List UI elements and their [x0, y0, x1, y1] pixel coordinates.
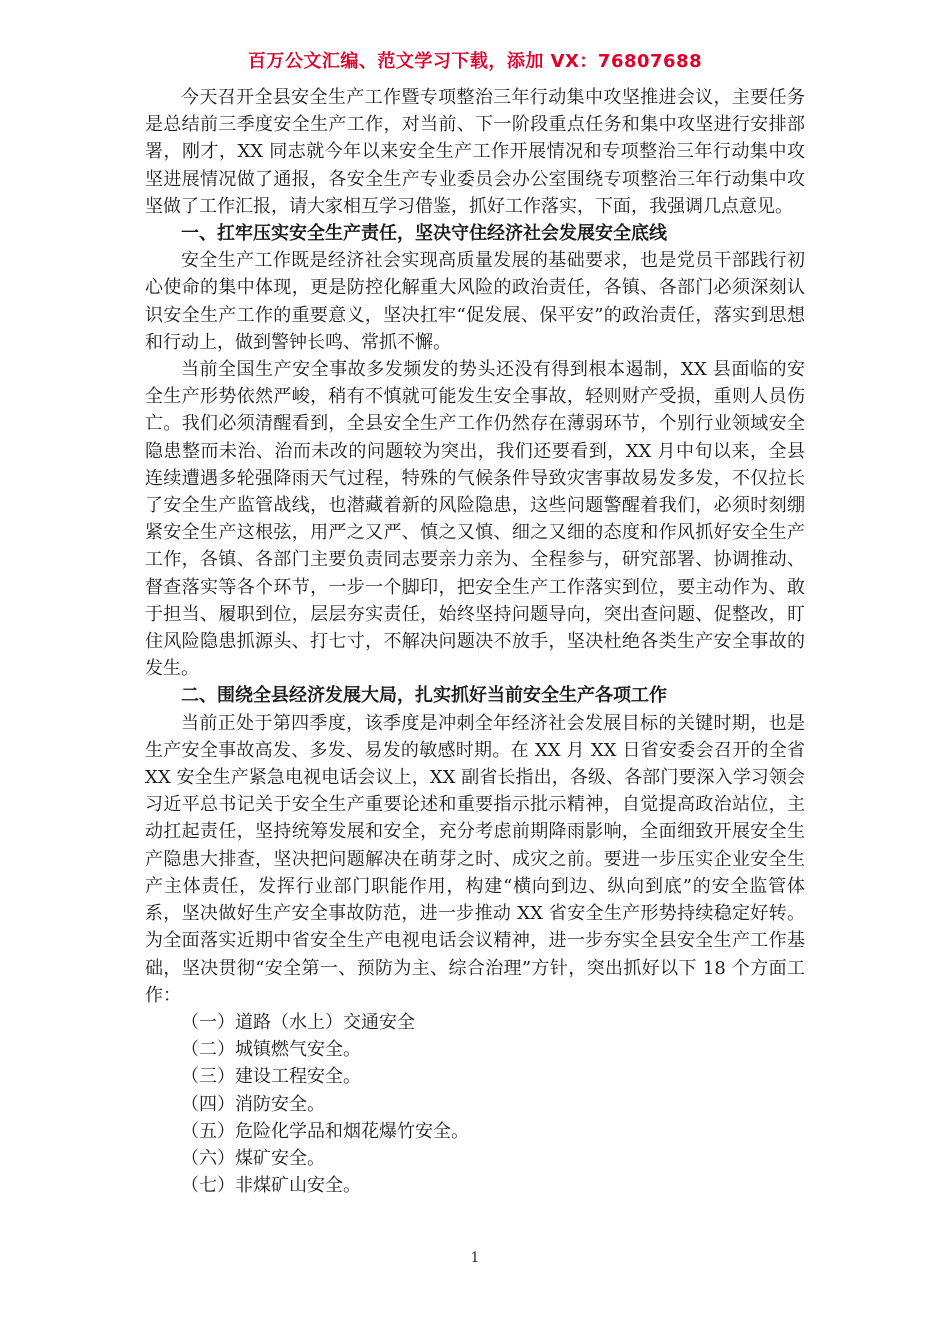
list-item: （三）建设工程安全。 — [181, 1066, 361, 1088]
document-body — [145, 84, 805, 1199]
section-heading-1: 一、扛牢压实安全生产责任，坚决守住经济社会发展安全底线 — [181, 223, 667, 245]
list-item: （七）非煤矿山安全。 — [181, 1175, 361, 1197]
page-number: 1 — [470, 1250, 480, 1266]
list-item: （四）消防安全。 — [181, 1093, 325, 1115]
section-heading-2: 二、围绕全县经济发展大局，扎实抓好当前安全生产各项工作 — [181, 685, 667, 707]
list-item: （六）煤矿安全。 — [181, 1147, 325, 1169]
list-item: （二）城镇燃气安全。 — [181, 1039, 361, 1061]
list-item: （一）道路（水上）交通安全 — [181, 1011, 415, 1033]
promo-banner: 百万公文汇编、范文学习下载，添加 VX：76807688 — [247, 51, 703, 72]
section1-paragraph-2: 当前全国生产安全事故多发频发的势头还没有得到根本遏制，XX 县面临的安全生产形势依然严峻，稍有不慎就可能发生安全事故，轻则财产受损，重则人员伤亡。我们必须清醒看到，全县安全生产工作仍然存在薄弱环节，个别行业领域安全隐患整而未治、治而未改的问题较为突出，我们还要看到，XX 月中旬以来，全县连续遭遇多轮强降雨天气过程，特殊的气候条件导致灾害事故易发多发，不仅拉长了安全生产监管战线，也潜藏着新的风险隐患，这些问题警醒着我们，必须时刻绷紧安全生产这根弦，用严之又严、慎之又慎、细之又细的态度和作风抓好安全生产工作，各镇、各部门主要负责同志要亲力亲为、全程参与，研究部署、协调推动、督查落实等各个环节，一步一个脚印，把安全生产工作落实到位，要主动作为、敢于担当、履职到位，层层夯实责任，始终坚持问题导向，突出查问题、促整改，盯住风险隐患抓源头、打七寸，不解决问题决不放手，坚决杜绝各类生产安全事故的发生。 — [145, 359, 805, 680]
intro-paragraph: 今天召开全县安全生产工作暨专项整治三年行动集中攻坚推进会议，主要任务是总结前三季度安全生产工作，对当前、下一阶段重点任务和集中攻坚进行安排部署，刚才，XX 同志就今年以来安全生产工作开展情况和专项整治三年行动集中攻坚进展情况做了通报，各安全生产专业委员会办公室围绕专项整治三年行动集中攻坚做了工作汇报，请大家相互学习借鉴，抓好工作落实，下面，我强调几点意见。 — [145, 87, 805, 217]
list-item: （五）危险化学品和烟花爆竹安全。 — [181, 1120, 469, 1142]
section1-paragraph-1: 安全生产工作既是经济社会实现高质量发展的基础要求，也是党员干部践行初心使命的集中体现，更是防控化解重大风险的政治责任，各镇、各部门必须深刻认识安全生产工作的重要意义，坚决扛牢“促发展、保平安”的政治责任，落实到思想和行动上，做到警钟长鸣、常抓不懈。 — [145, 250, 805, 353]
section2-paragraph-1: 当前正处于第四季度，该季度是冲刺全年经济社会发展目标的关键时期，也是生产安全事故高发、多发、易发的敏感时期。在 XX 月 XX 日省安委会召开的全省 XX 安全生产紧急电视电话会议上，XX 副省长指出，各级、各部门要深入学习领会习近平总书记关于安全生产重要论述和重要指示批示精神，自觉提高政治站位，主动扛起责任，坚持统筹发展和安全，充分考虑前期降雨影响，全面细致开展安全生产隐患大排查，坚决把问题解决在萌芽之时、成灾之前。要进一步压实企业安全生产主体责任，发挥行业部门职能作用，构建“横向到边、纵向到底”的安全监管体系，坚决做好生产安全事故防范，进一步推动 XX 省安全生产形势持续稳定好转。为全面落实近期中省安全生产电视电话会议精神，进一步夯实全县安全生产工作基础，坚决贯彻“安全第一、预防为主、综合治理”方针，突出抓好以下 18 个方面工作： — [145, 712, 805, 1006]
